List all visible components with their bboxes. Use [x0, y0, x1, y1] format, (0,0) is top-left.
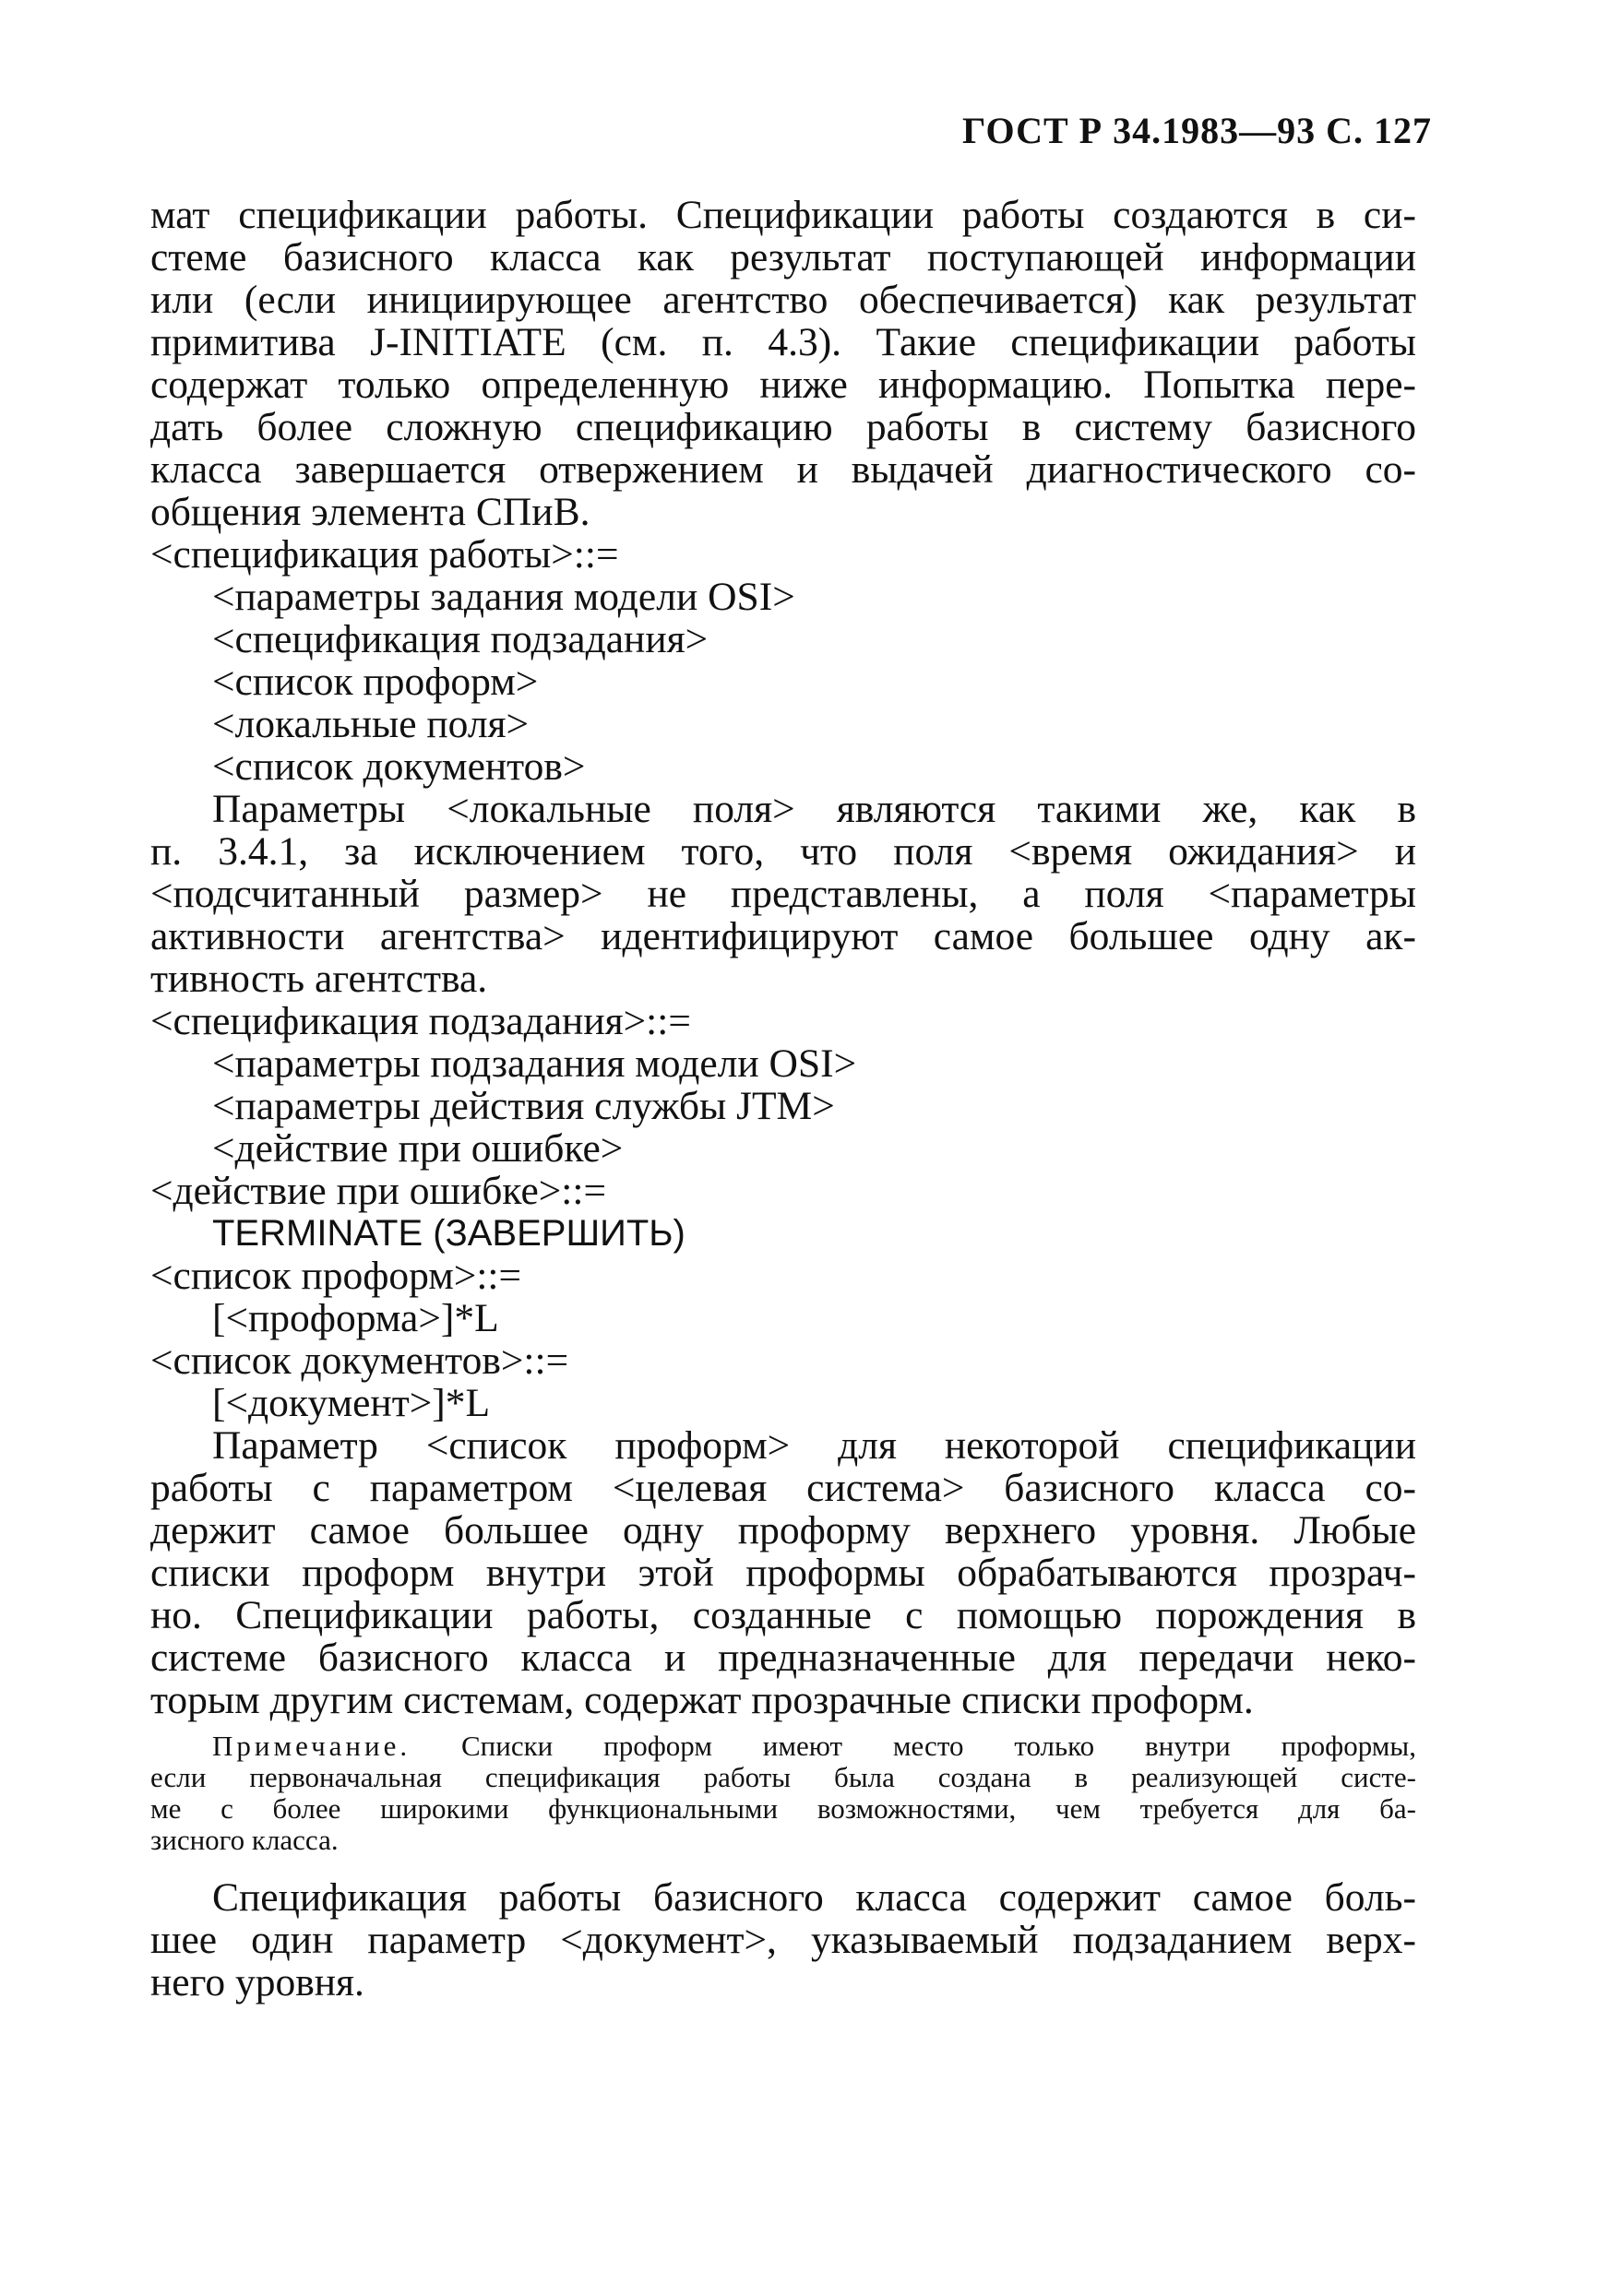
grammar-rule-item: [<документ>]*L [212, 1381, 491, 1425]
para1-line: класса завершается отвержением и выдачей диагностического со- [150, 447, 1416, 492]
para4-line: Спецификация работы базисного класса содержит самое боль- [212, 1875, 1416, 1920]
para4-line: шее один параметр <документ>, указываемый подзаданием верх- [150, 1918, 1416, 1962]
para1-line: примитива J-INITIATE (см. п. 4.3). Такие спецификации работы [150, 320, 1416, 364]
grammar-rule-head: <действие при ошибке>::= [150, 1169, 607, 1213]
grammar-rule-item: <параметры действия службы JTM> [212, 1084, 835, 1128]
para1-line: или (если инициирующее агентство обеспечивается) как результат [150, 278, 1416, 322]
grammar-rule-head: <спецификация работы>::= [150, 532, 619, 577]
para1-line: стеме базисного класса как результат поступающей информации [150, 235, 1416, 280]
para2-line: п. 3.4.1, за исключением того, что поля <время ожидания> и [150, 829, 1416, 874]
para1-line: содержат только определенную ниже информацию. Попытка пере- [150, 363, 1416, 407]
para2-line: <подсчитанный размер> не представлены, а поля <параметры [150, 872, 1416, 916]
para2-line: активности агентства> идентифицируют самое большее одну ак- [150, 914, 1416, 958]
page-header: ГОСТ Р 34.1983—93 С. 127 [962, 110, 1432, 151]
grammar-rule-head: <список документов>::= [150, 1338, 569, 1383]
para3-line: системе базисного класса и предназначенные для передачи неко- [150, 1636, 1416, 1680]
note-line: Списки проформ имеют место только внутри проформы, [460, 1730, 1416, 1762]
para3-line: торым другим системам, содержат прозрачные списки проформ. [150, 1678, 1254, 1722]
para3-line: но. Спецификации работы, созданные с помощью порождения в [150, 1593, 1416, 1637]
note-line: если первоначальная спецификация работы была создана в реализующей систе- [150, 1761, 1416, 1793]
note-line: зисного класса. [150, 1824, 339, 1856]
note-line: ме с более широкими функциональными возможностями, чем требуется для ба- [150, 1792, 1416, 1825]
note-label: Примечание. [212, 1730, 411, 1762]
grammar-rule-head: <список проформ>::= [150, 1254, 522, 1298]
para3-line: работы с параметром <целевая система> базисного класса со- [150, 1466, 1416, 1510]
para2-line: тивность агентства. [150, 957, 488, 1001]
grammar-rule-item: <список документов> [212, 744, 586, 789]
grammar-rule-item: [<проформа>]*L [212, 1296, 499, 1340]
para1-line: дать более сложную спецификацию работы в систему базисного [150, 405, 1416, 449]
para1-line: общения элемента СПиВ. [150, 490, 590, 534]
grammar-rule-item: <действие при ошибке> [212, 1126, 624, 1171]
grammar-rule-item: <спецификация подзадания> [212, 617, 709, 661]
para3-line: Параметр <список проформ> для некоторой спецификации [212, 1423, 1416, 1468]
para4-line: него уровня. [150, 1960, 364, 2005]
para1-line: мат спецификации работы. Спецификации работы создаются в си- [150, 193, 1416, 237]
grammar-rule-item: <список проформ> [212, 660, 539, 704]
grammar-rule-item: <локальные поля> [212, 702, 530, 746]
note-first-line [212, 1731, 1416, 1762]
grammar-rule-item: TERMINATE (ЗАВЕРШИТЬ) [212, 1213, 685, 1254]
para3-line: держит самое большее одну проформу верхнего уровня. Любые [150, 1508, 1416, 1552]
para3-line: списки проформ внутри этой проформы обрабатываются прозрач- [150, 1551, 1416, 1595]
grammar-rule-head: <спецификация подзадания>::= [150, 999, 691, 1043]
para2-line: Параметры <локальные поля> являются такими же, как в [212, 787, 1416, 831]
grammar-rule-item: <параметры задания модели OSI> [212, 575, 795, 619]
grammar-rule-item: <параметры подзадания модели OSI> [212, 1041, 857, 1086]
